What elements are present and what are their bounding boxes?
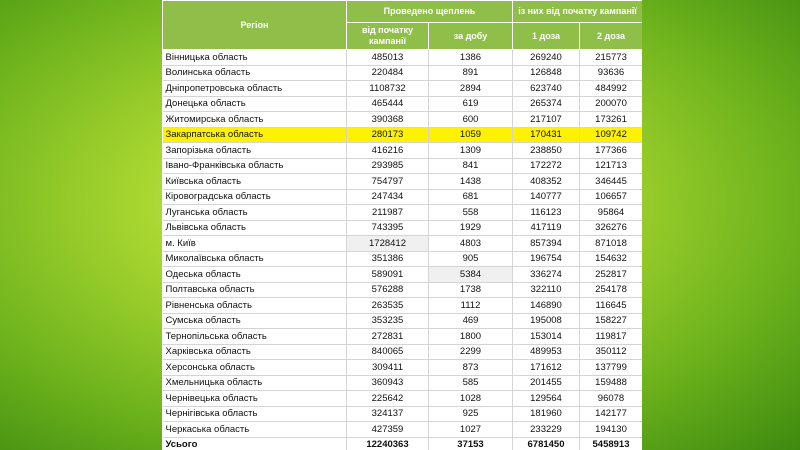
table-row (163, 422, 643, 438)
dose-2-value: 142177 (580, 406, 643, 422)
dose-2-value: 137799 (580, 360, 643, 376)
vaccinations-per-day: 1800 (429, 329, 513, 345)
region-name: Луганська область (163, 205, 347, 221)
vaccinations-per-day: 1028 (429, 391, 513, 407)
vaccinations-since-start: 272831 (347, 329, 429, 345)
region-name: Харківська область (163, 344, 347, 360)
table-row (163, 220, 643, 236)
table-row (163, 143, 643, 159)
dose-1-value: 172272 (513, 158, 580, 174)
vaccinations-since-start: 324137 (347, 406, 429, 422)
vaccinations-since-start: 754797 (347, 174, 429, 190)
vaccinations-since-start: 293985 (347, 158, 429, 174)
dose-2-value: 350112 (580, 344, 643, 360)
dose-1-value: 129564 (513, 391, 580, 407)
dose-1-value: 201455 (513, 375, 580, 391)
region-name: Херсонська область (163, 360, 347, 376)
region-name: Чернівецька область (163, 391, 347, 407)
vaccinations-per-day: 4803 (429, 236, 513, 252)
total-dose-1: 6781450 (513, 437, 580, 450)
table-row (163, 329, 643, 345)
vaccinations-since-start: 351386 (347, 251, 429, 267)
dose-1-value: 171612 (513, 360, 580, 376)
dose-1-value: 126848 (513, 65, 580, 81)
dose-2-value: 200070 (580, 96, 643, 112)
region-name: Тернопільська область (163, 329, 347, 345)
vaccinations-per-day: 681 (429, 189, 513, 205)
table-row (163, 205, 643, 221)
vaccinations-per-day: 1309 (429, 143, 513, 159)
dose-1-value: 233229 (513, 422, 580, 438)
vaccinations-since-start: 353235 (347, 313, 429, 329)
vaccinations-per-day: 469 (429, 313, 513, 329)
vaccinations-per-day: 558 (429, 205, 513, 221)
region-name: Вінницька область (163, 50, 347, 66)
vaccinations-since-start: 1108732 (347, 81, 429, 97)
vaccinations-since-start: 225642 (347, 391, 429, 407)
dose-2-value: 252817 (580, 267, 643, 283)
region-name: Київська область (163, 174, 347, 190)
region-name: Рівненська область (163, 298, 347, 314)
dose-2-value: 158227 (580, 313, 643, 329)
dose-1-value: 489953 (513, 344, 580, 360)
region-name: Сумська область (163, 313, 347, 329)
vaccinations-per-day: 1929 (429, 220, 513, 236)
dose-2-value: 326276 (580, 220, 643, 236)
region-name: м. Київ (163, 236, 347, 252)
table-row (163, 375, 643, 391)
dose-2-value: 194130 (580, 422, 643, 438)
vaccinations-since-start: 576288 (347, 282, 429, 298)
dose-1-value: 217107 (513, 112, 580, 128)
dose-1-value: 116123 (513, 205, 580, 221)
region-name: Миколаївська область (163, 251, 347, 267)
vaccination-table (162, 0, 642, 450)
dose-1-value: 181960 (513, 406, 580, 422)
region-name: Житомирська область (163, 112, 347, 128)
dose-1-value: 336274 (513, 267, 580, 283)
dose-1-value: 857394 (513, 236, 580, 252)
table-row (163, 50, 643, 66)
table-row (163, 127, 643, 143)
region-name: Полтавська область (163, 282, 347, 298)
vaccinations-since-start: 589091 (347, 267, 429, 283)
vaccinations-per-day: 600 (429, 112, 513, 128)
dose-2-value: 871018 (580, 236, 643, 252)
header-region: Регіон (163, 1, 347, 50)
dose-2-value: 119817 (580, 329, 643, 345)
table-row (163, 158, 643, 174)
vaccinations-since-start: 840065 (347, 344, 429, 360)
region-name: Волинська область (163, 65, 347, 81)
vaccinations-per-day: 585 (429, 375, 513, 391)
dose-2-value: 96078 (580, 391, 643, 407)
vaccinations-per-day: 905 (429, 251, 513, 267)
dose-2-value: 159488 (580, 375, 643, 391)
region-name: Івано-Франківська область (163, 158, 347, 174)
vaccinations-per-day: 2299 (429, 344, 513, 360)
table-row (163, 360, 643, 376)
header-dose-1: 1 доза (513, 23, 580, 50)
total-row (163, 437, 643, 450)
vaccinations-per-day: 1059 (429, 127, 513, 143)
dose-1-value: 623740 (513, 81, 580, 97)
dose-2-value: 95864 (580, 205, 643, 221)
total-dose-2: 5458913 (580, 437, 643, 450)
region-name: Черкаська область (163, 422, 347, 438)
dose-1-value: 322110 (513, 282, 580, 298)
table-row (163, 96, 643, 112)
region-name: Донецька область (163, 96, 347, 112)
dose-1-value: 195008 (513, 313, 580, 329)
dose-1-value: 265374 (513, 96, 580, 112)
total-since-start: 12240363 (347, 437, 429, 450)
region-name: Запорізька область (163, 143, 347, 159)
dose-2-value: 121713 (580, 158, 643, 174)
vaccinations-since-start: 1728412 (347, 236, 429, 252)
region-name: Львівська область (163, 220, 347, 236)
table-row (163, 298, 643, 314)
dose-1-value: 238850 (513, 143, 580, 159)
vaccinations-per-day: 5384 (429, 267, 513, 283)
table-row (163, 313, 643, 329)
table-row (163, 81, 643, 97)
vaccinations-since-start: 211987 (347, 205, 429, 221)
vaccinations-per-day: 1027 (429, 422, 513, 438)
table-row (163, 65, 643, 81)
table-row (163, 112, 643, 128)
table-row (163, 236, 643, 252)
table-row (163, 282, 643, 298)
dose-1-value: 408352 (513, 174, 580, 190)
dose-2-value: 254178 (580, 282, 643, 298)
dose-2-value: 215773 (580, 50, 643, 66)
vaccinations-per-day: 891 (429, 65, 513, 81)
region-name: Чернігівська область (163, 406, 347, 422)
table-row (163, 391, 643, 407)
dose-1-value: 140777 (513, 189, 580, 205)
total-label: Усього (163, 437, 347, 450)
region-name: Закарпатська область (163, 127, 347, 143)
header-vaccinations: Проведено щеплень (347, 1, 513, 23)
dose-2-value: 93636 (580, 65, 643, 81)
dose-1-value: 146890 (513, 298, 580, 314)
vaccinations-per-day: 841 (429, 158, 513, 174)
total-per-day: 37153 (429, 437, 513, 450)
dose-2-value: 173261 (580, 112, 643, 128)
dose-2-value: 109742 (580, 127, 643, 143)
vaccinations-per-day: 1112 (429, 298, 513, 314)
header-of-them: із них від початку кампанії (513, 1, 643, 23)
table-row (163, 344, 643, 360)
region-name: Кіровоградська область (163, 189, 347, 205)
vaccinations-since-start: 743395 (347, 220, 429, 236)
vaccinations-since-start: 465444 (347, 96, 429, 112)
vaccinations-per-day: 1386 (429, 50, 513, 66)
dose-1-value: 170431 (513, 127, 580, 143)
vaccinations-since-start: 280173 (347, 127, 429, 143)
dose-1-value: 196754 (513, 251, 580, 267)
vaccinations-since-start: 263535 (347, 298, 429, 314)
vaccinations-since-start: 220484 (347, 65, 429, 81)
vaccinations-since-start: 390368 (347, 112, 429, 128)
dose-2-value: 177366 (580, 143, 643, 159)
vaccinations-since-start: 416216 (347, 143, 429, 159)
table-row (163, 174, 643, 190)
dose-1-value: 153014 (513, 329, 580, 345)
table-row (163, 406, 643, 422)
vaccinations-since-start: 427359 (347, 422, 429, 438)
table-row (163, 189, 643, 205)
vaccinations-per-day: 2894 (429, 81, 513, 97)
table-row (163, 267, 643, 283)
region-name: Одеська область (163, 267, 347, 283)
vaccinations-per-day: 1438 (429, 174, 513, 190)
vaccinations-per-day: 873 (429, 360, 513, 376)
dose-2-value: 116645 (580, 298, 643, 314)
header-dose-2: 2 доза (580, 23, 643, 50)
region-name: Дніпропетровська область (163, 81, 347, 97)
vaccinations-since-start: 247434 (347, 189, 429, 205)
vaccinations-per-day: 619 (429, 96, 513, 112)
vaccinations-since-start: 485013 (347, 50, 429, 66)
dose-1-value: 417119 (513, 220, 580, 236)
vaccinations-since-start: 309411 (347, 360, 429, 376)
dose-2-value: 346445 (580, 174, 643, 190)
vaccinations-since-start: 360943 (347, 375, 429, 391)
dose-2-value: 106657 (580, 189, 643, 205)
header-since-start: від початку кампанії (347, 23, 429, 50)
table-row (163, 251, 643, 267)
vaccinations-per-day: 925 (429, 406, 513, 422)
header-per-day: за добу (429, 23, 513, 50)
vaccinations-per-day: 1738 (429, 282, 513, 298)
dose-2-value: 154632 (580, 251, 643, 267)
region-name: Хмельницька область (163, 375, 347, 391)
vaccination-table-sheet (162, 0, 642, 450)
dose-2-value: 484992 (580, 81, 643, 97)
dose-1-value: 269240 (513, 50, 580, 66)
